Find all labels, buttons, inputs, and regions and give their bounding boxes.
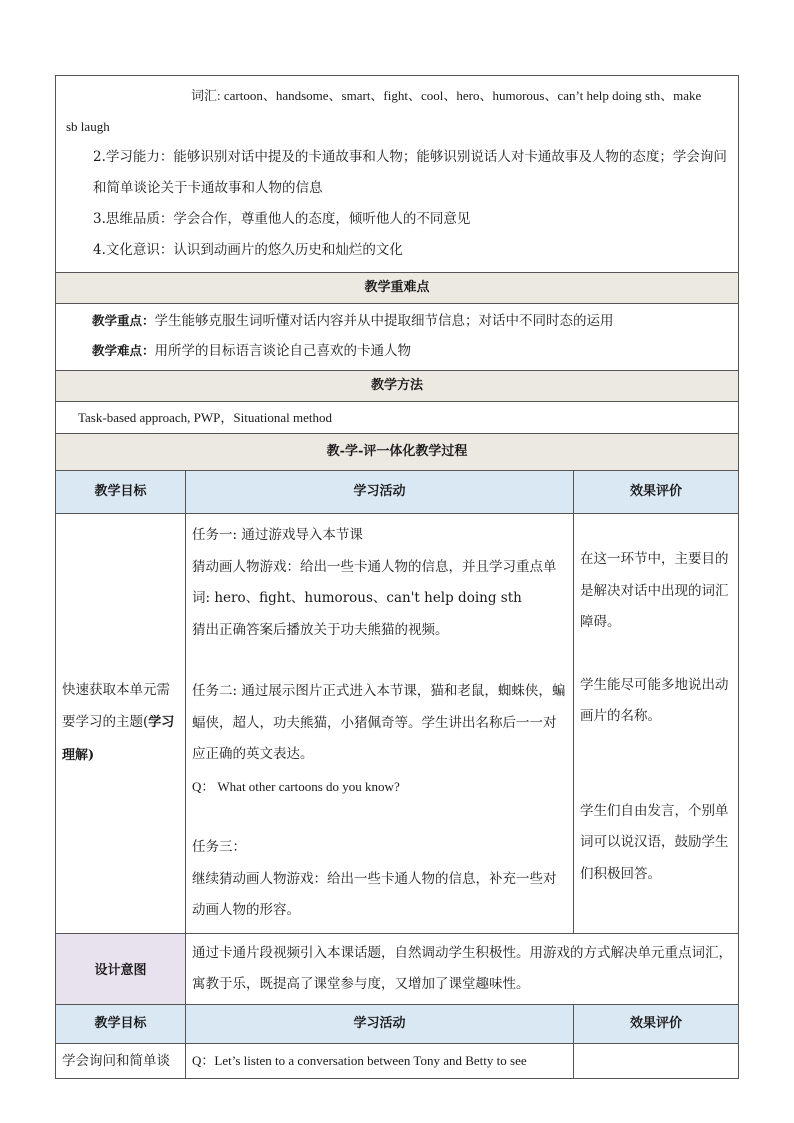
difficulty-text: 用所学的目标语言谈论自己喜欢的卡通人物: [154, 343, 412, 359]
spacer: [580, 733, 732, 796]
ability-objective: 2.学习能力：能够识别对话中提及的卡通故事和人物；能够识别说话人对卡通故事及人物的态度；学会询问和简单谈论关于卡通故事和人物的信息: [93, 149, 727, 196]
lesson-plan-table: [55, 75, 739, 1079]
method-header-row: [56, 371, 739, 402]
activity-row-2: [56, 1043, 739, 1078]
focus-label: 教学重点：: [92, 313, 155, 328]
difficulty-label: 教学难点：: [92, 343, 155, 358]
col-goal-header-2: 教学目标: [56, 1004, 186, 1043]
activity-cell-1: [186, 514, 574, 934]
method-row: [56, 402, 739, 434]
task2: 任务二: 通过展示图片正式进入本节课，猫和老鼠，蜘蛛侠，蝙蝠侠，超人，功夫熊猫，小猪佩奇等。学生讲出名称后一一对应正确的英文表达。: [192, 683, 566, 762]
design-row: [56, 933, 739, 1004]
spacer: [580, 639, 732, 670]
column-header-row: [56, 471, 739, 514]
task3-desc: 继续猜动画人物游戏：给出一些卡通人物的信息，补充一些对动画人物的形容。: [192, 870, 557, 918]
task1-desc: 猜动画人物游戏：给出一些卡通人物的信息，并且学习重点单词: hero、fight、humorous、can't help doing sth: [192, 558, 557, 606]
focus-text: 学生能够克服生词听懂对话内容并从中提取细节信息；对话中不同时态的运用: [154, 313, 614, 329]
process-header: 教-学-评一体化教学过程: [56, 434, 739, 471]
lesson-plan-page: [55, 75, 738, 1079]
design-label: 设计意图: [56, 933, 186, 1004]
col-goal-header: 教学目标: [56, 471, 186, 514]
spacer: [192, 802, 567, 832]
key-points-row: [56, 304, 739, 371]
column-header-row-2: [56, 1004, 739, 1043]
thinking-objective: 3.思维品质：学会合作，尊重他人的态度，倾听他人的不同意见: [93, 211, 471, 227]
method-text: Task-based approach, PWP，Situational method: [56, 402, 739, 434]
task1-video: 猜出正确答案后播放关于功夫熊猫的视频。: [192, 621, 449, 638]
col-activity-header-2: 学习活动: [186, 1004, 574, 1043]
eval-cell-2: [574, 1043, 739, 1078]
focus-line: [92, 306, 732, 336]
design-cell: [186, 933, 739, 1004]
activity-row-1: [56, 514, 739, 934]
goal-cell-1: [56, 514, 186, 934]
col-activity-header: 学习活动: [186, 471, 574, 514]
vocab-line-cont: sb laugh: [66, 119, 110, 134]
eval-2: 学生能尽可能多地说出动画片的名称。: [580, 676, 729, 724]
col-eval-header-2: 效果评价: [574, 1004, 739, 1043]
objectives-row: [56, 76, 739, 273]
key-points-header-row: [56, 273, 739, 304]
goal-text: 快速获取本单元需要学习的主题(: [62, 682, 170, 731]
eval-cell-1: [574, 514, 739, 934]
eval-3: 学生们自由发言，个别单词可以说汉语，鼓励学生们积极回答。: [580, 802, 729, 882]
activity-cell-2: Q：Let’s listen to a conversation between Tony and Betty to see: [186, 1043, 574, 1078]
task3-title: 任务三：: [192, 839, 246, 855]
key-points-cell: [56, 304, 739, 371]
method-header: 教学方法: [56, 371, 739, 402]
goal-cell-2: 学会询问和简单谈: [56, 1043, 186, 1078]
key-points-header: 教学重难点: [56, 273, 739, 304]
task1-title: 任务一: 通过游戏导入本节课: [192, 527, 363, 543]
question: Q： What other cartoons do you know?: [192, 778, 400, 794]
difficulty-line: [92, 336, 732, 366]
design-text: 通过卡通片段视频引入本课话题，自然调动学生积极性。用游戏的方式解决单元重点词汇，寓教于乐，既提高了课堂参与度，又增加了课堂趣味性。: [192, 944, 732, 992]
culture-objective: 4.文化意识：认识到动画片的悠久历史和灿烂的文化: [93, 242, 403, 258]
objectives-cell: [56, 76, 739, 273]
eval-1: 在这一环节中，主要目的是解决对话中出现的词汇障碍。: [580, 551, 729, 630]
col-eval-header: 效果评价: [574, 471, 739, 514]
vocab-line: 词汇: cartoon、handsome、smart、fight、cool、hero、humorous、can’t help doing sth、make: [191, 88, 702, 103]
process-header-row: [56, 434, 739, 471]
goal-bold-text: 学习理解): [62, 715, 175, 764]
spacer: [192, 646, 567, 676]
